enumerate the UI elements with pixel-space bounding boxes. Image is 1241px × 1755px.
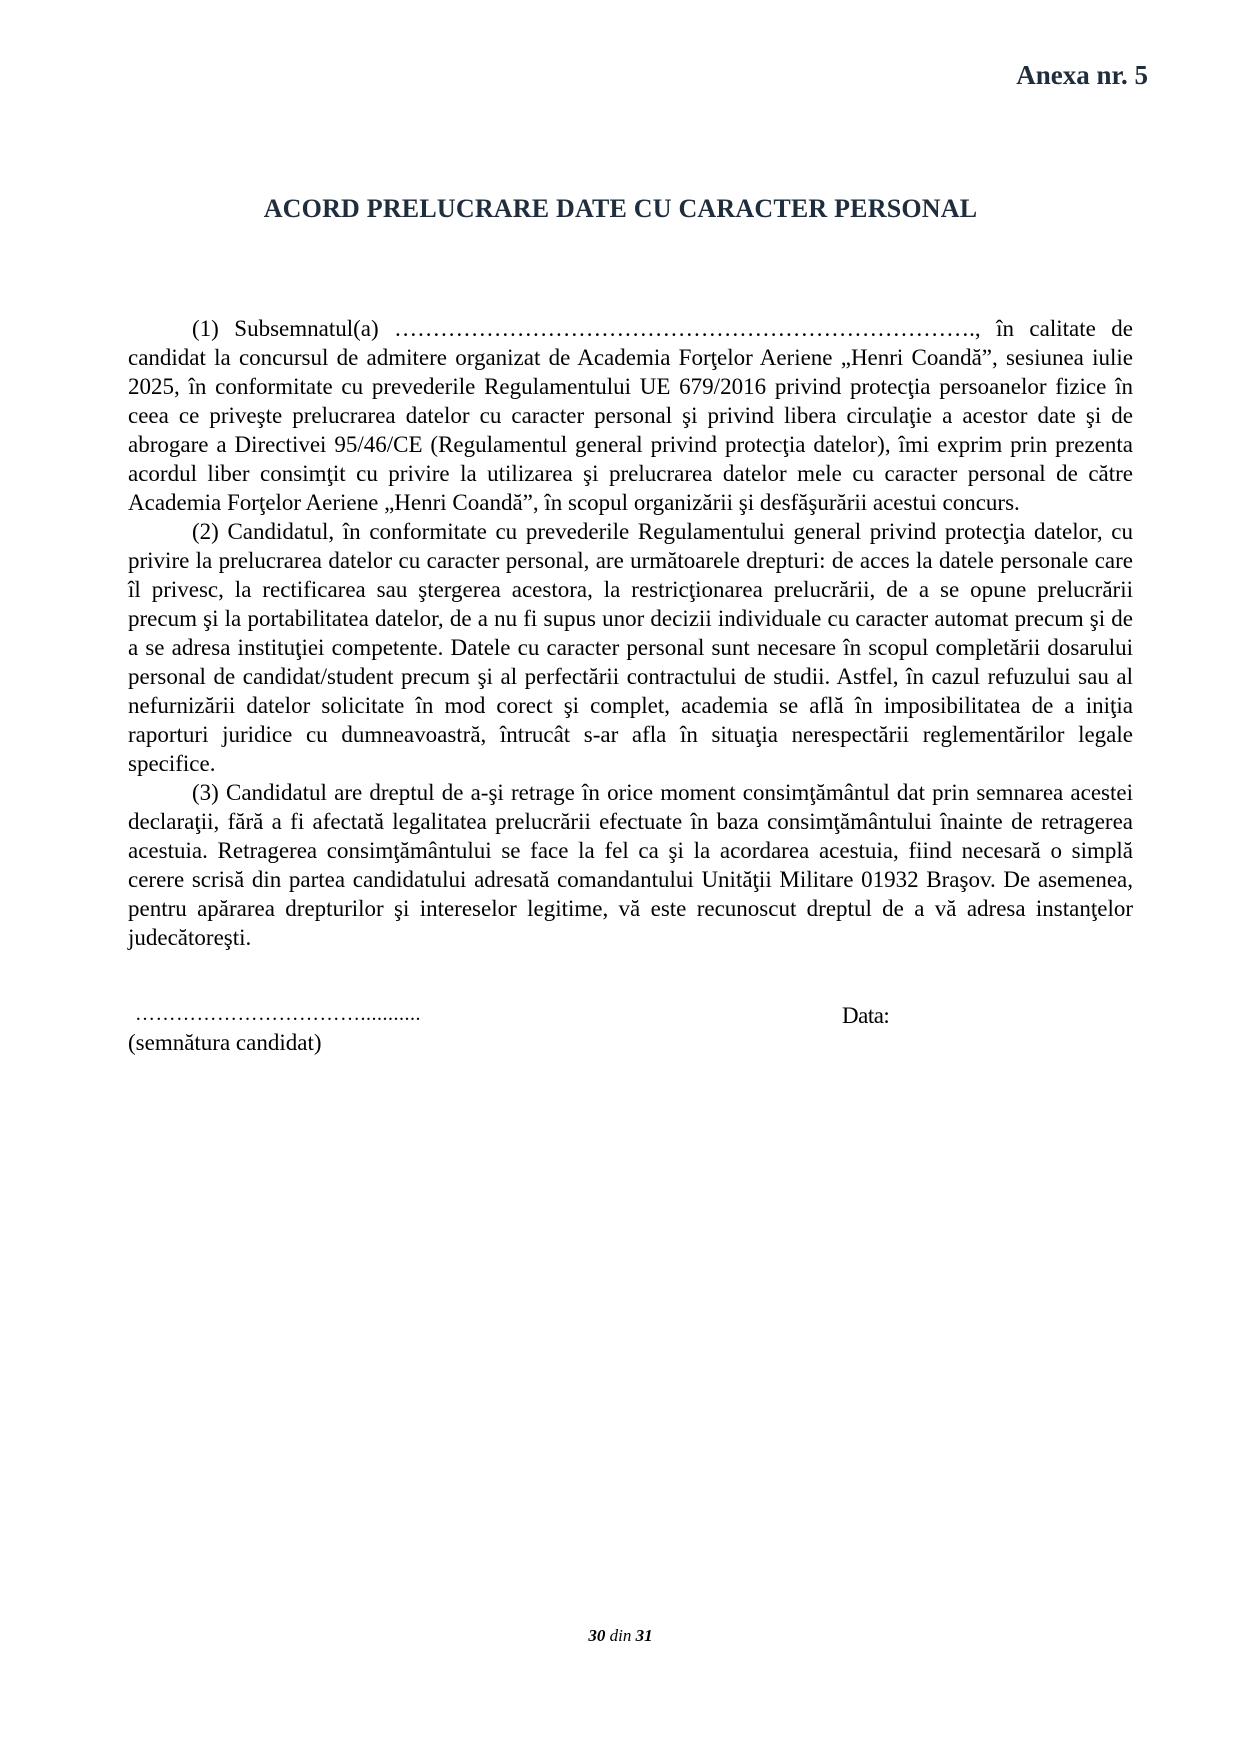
page-total: 31 — [635, 1626, 653, 1645]
signature-line: ……………………………........... — [135, 1003, 421, 1025]
annex-label: Anexa nr. 5 — [1016, 60, 1148, 90]
document-body — [128, 314, 1133, 952]
paragraph-3: (3) Candidatul are dreptul de a-şi retrage în orice moment consimţământul dat prin semnarea acestei declaraţii, fără a fi afectată legalitatea prelucrării efectuate în baza consimţământului înainte de retragerea acestuia. Retragerea consimţământului se face la fel ca şi la acordarea acestuia, fiind necesară o simplă cerere scrisă din partea candidatului adresată comandantului Unităţii Militare 01932 Braşov. De asemenea, pentru apărarea drepturilor şi intereselor legitime, vă este recunoscut dreptul de a vă adresa instanţelor judecătoreşti. — [128, 780, 1133, 950]
document-title: ACORD PRELUCRARE DATE CU CARACTER PERSONAL — [263, 194, 978, 223]
page-current: 30 — [588, 1626, 606, 1645]
paragraph-1: (1) Subsemnatul(a) …………………………………………………………………., în calitate de candidat la concursul de admitere organizat de Academia Forţelor Aeriene „Henri Coandă”, sesiunea iulie 2025, în conformitate cu prevederile Regulamentului UE 679/2016 privind protecţia persoanelor fizice în ceea ce priveşte prelucrarea datelor cu caracter personal şi privind libera circulaţie a acestor date şi de abrogare a Directivei 95/46/CE (Regulamentul general privind protecţia datelor), îmi exprim prin prezenta acordul liber consimţit cu privire la utilizarea şi prelucrarea datelor mele cu caracter personal de către Academia Forţelor Aeriene „Henri Coandă”, în scopul organizării şi desfăşurării acestui concurs. — [128, 316, 1133, 515]
page-separator: din — [609, 1626, 632, 1645]
page-number — [0, 1626, 1241, 1646]
signature-label: (semnătura candidat) — [128, 1030, 322, 1055]
paragraph-2: (2) Candidatul, în conformitate cu prevederile Regulamentului general privind protecţia datelor, cu privire la prelucrarea datelor cu caracter personal, are următoarele drepturi: de acces la datele personale care îl privesc, la rectificarea sau ştergerea acestora, la restricţionarea prelucrării, de a se opune prelucrării precum şi la portabilitatea datelor, de a nu fi supus unor decizii individuale cu caracter automat precum şi de a se adresa instituţiei competente. Datele cu caracter personal sunt necesare în scopul completării dosarului personal de candidat/student precum şi al perfectării contractului de studii. Astfel, în cazul refuzului sau al nefurnizării datelor solicitate în mod corect şi complet, academia se află în imposibilitatea de a iniţia raporturi juridice cu dumneavoastră, întrucât s-ar afla în situaţia nerespectării reglementărilor legale specifice. — [128, 519, 1133, 776]
date-label: Data: — [842, 1003, 890, 1028]
